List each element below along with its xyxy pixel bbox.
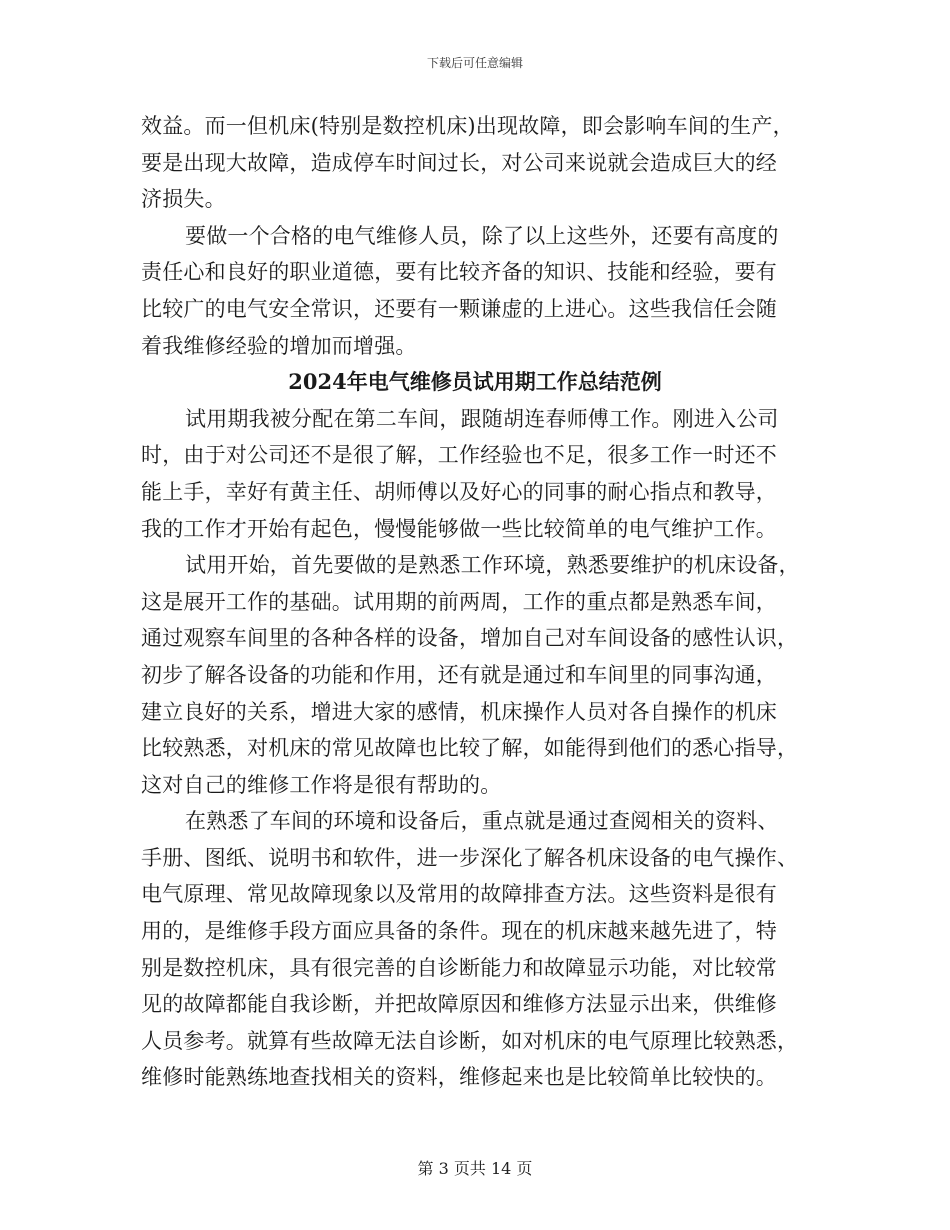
paragraph-first-line: 试用期我被分配在第二车间，跟随胡连春师傅工作。刚进入公司 <box>185 406 779 431</box>
paragraph-line: 我的工作才开始有起色，慢慢能够做一些比较简单的电气维护工作。 <box>141 516 777 541</box>
paragraph-line: 比较广的电气安全常识，还要有一颗谦虚的上进心。这些我信任会随 <box>141 296 777 321</box>
paragraph-line: 人员参考。就算有些故障无法自诊断，如对机床的电气原理比较熟悉， <box>141 1028 799 1053</box>
paragraph-line: 建立良好的关系，增进大家的感情，机床操作人员对各自操作的机床 <box>141 699 777 724</box>
paragraph-line: 通过观察车间里的各种各样的设备，增加自己对车间设备的感性认识， <box>141 626 799 651</box>
paragraph-line: 这是展开工作的基础。试用期的前两周，工作的重点都是熟悉车间， <box>141 589 777 614</box>
paragraph-line: 着我维修经验的增加而增强。 <box>141 333 417 358</box>
paragraph-line: 要是出现大故障，造成停车时间过长，对公司来说就会造成巨大的经 <box>141 150 777 175</box>
paragraph-line: 这对自己的维修工作将是很有帮助的。 <box>141 772 502 797</box>
paragraph-line: 见的故障都能自我诊断，并把故障原因和维修方法显示出来，供维修 <box>141 992 777 1017</box>
paragraph-first-line: 要做一个合格的电气维修人员，除了以上这些外，还要有高度的 <box>185 223 779 248</box>
paragraph-line: 手册、图纸、说明书和软件，进一步深化了解各机床设备的电气操作、 <box>141 845 799 870</box>
paragraph-line: 责任心和良好的职业道德，要有比较齐备的知识、技能和经验，要有 <box>141 260 777 285</box>
paragraph-first-line: 在熟悉了车间的环境和设备后，重点就是通过查阅相关的资料、 <box>185 809 779 834</box>
paragraph-first-line: 试用开始，首先要做的是熟悉工作环境，熟悉要维护的机床设备， <box>185 553 800 578</box>
paragraph-line: 维修时能熟练地查找相关的资料，维修起来也是比较简单比较快的。 <box>141 1065 777 1090</box>
paragraph-line: 能上手，幸好有黄主任、胡师傅以及好心的同事的耐心指点和教导， <box>141 479 777 504</box>
section-title: 2024年电气维修员试用期工作总结范例 <box>288 369 662 395</box>
paragraph-line: 济损失。 <box>141 187 226 212</box>
paragraph-line: 初步了解各设备的功能和作用，还有就是通过和车间里的同事沟通， <box>141 662 777 687</box>
paragraph-line: 电气原理、常见故障现象以及常用的故障排查方法。这些资料是很有 <box>141 882 777 907</box>
page-footer: 第 3 页共 14 页 <box>417 1159 533 1178</box>
paragraph-line: 比较熟悉，对机床的常见故障也比较了解，如能得到他们的悉心指导， <box>141 736 799 761</box>
paragraph-line: 时，由于对公司还不是很了解，工作经验也不足，很多工作一时还不 <box>141 443 777 468</box>
document-body <box>141 108 809 1096</box>
paragraph-line: 效益。而一但机床(特别是数控机床)出现故障，即会影响车间的生产， <box>141 114 794 138</box>
page-header: 下载后可任意编辑 <box>426 56 523 70</box>
paragraph-line: 用的，是维修手段方面应具备的条件。现在的机床越来越先进了，特 <box>141 919 777 944</box>
paragraph-line: 别是数控机床，具有很完善的自诊断能力和故障显示功能，对比较常 <box>141 955 777 980</box>
